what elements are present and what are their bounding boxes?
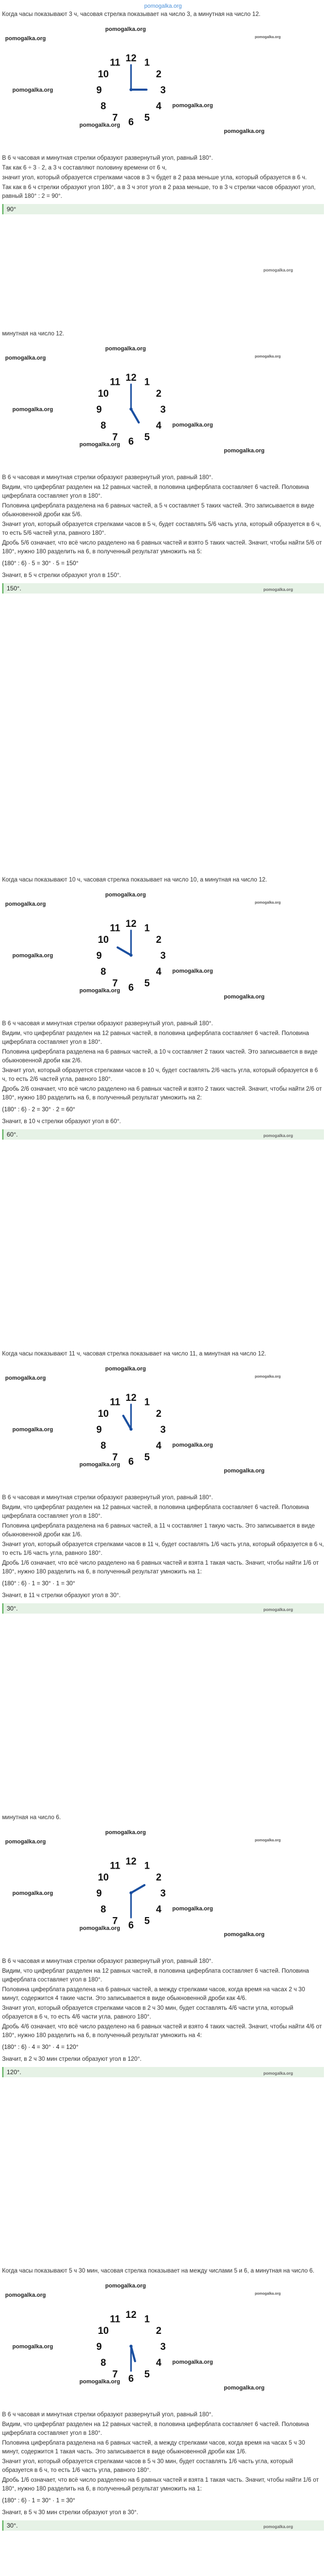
solution-paragraph: Видим, что циферблат разделен на 12 равных частей, в половина циферблата составляет 6 частей. Половина циферблата составляет угол в 180°. bbox=[2, 1968, 309, 1983]
calculation: (180° : 6) · 1 = 30° · 1 = 30° bbox=[2, 1581, 75, 1587]
answer-box: 90° bbox=[2, 204, 324, 214]
watermark-text: pomogalka.org bbox=[5, 36, 46, 42]
solution-paragraph: Так как в 6 ч стрелки образуют угол 180°, а в 3 ч этот угол в 2 раза меньше, то в 3 ч стрелки часов образуют угол, равный 180° : 2 = 90°. bbox=[2, 184, 316, 199]
solution-paragraph: Половина циферблата разделена на 6 равных частей, а между стрелками часов, когда время на часах 2 ч 30 минут, содержится 4 такие части. Это записывается в виде обыкновенной дроби как 4/6. bbox=[2, 1987, 305, 2002]
solution-paragraph: Значит угол, который образуется стрелками часов в 2 ч 30 мин, будет составлять 4/6 части угла, который образуется в 6 ч, то есть 4/6 части угла, равного 180°. bbox=[2, 2005, 294, 2020]
clock-number: 2 bbox=[156, 1409, 161, 1419]
watermark-text: pomogalka.org bbox=[172, 2359, 213, 2365]
watermark-text: pomogalka.org bbox=[105, 346, 146, 352]
task-section bbox=[2, 1350, 324, 1814]
task-intro: Когда часы показывают 10 ч, часовая стрелка показывает на число 10, а минутная на число 12. bbox=[2, 877, 267, 883]
watermark-text: pomogalka.org bbox=[79, 122, 120, 128]
clock-figure bbox=[2, 20, 326, 154]
clock-number: 12 bbox=[125, 1393, 137, 1403]
clock-number: 10 bbox=[97, 388, 109, 399]
watermark-text: pomogalka.org bbox=[12, 1890, 53, 1896]
clock-number: 5 bbox=[144, 1916, 150, 1927]
clock-number: 5 bbox=[144, 2369, 150, 2380]
clock-number: 8 bbox=[101, 2358, 106, 2368]
solution-paragraph: Половина циферблата разделена на 6 равных частей, а 11 ч составляет 1 такую часть. Это записывается в виде обыкновенной дроби как 1/6. bbox=[2, 1523, 315, 1538]
solution-paragraph: В 6 ч часовая и минутная стрелки образуют развернутый угол, равный 180°. bbox=[2, 2412, 213, 2418]
task-section bbox=[2, 330, 324, 876]
clock-number: 11 bbox=[109, 57, 121, 69]
clock-number: 11 bbox=[109, 1860, 121, 1872]
solution-paragraph: Значит угол, который образуется стрелками часов в 5 ч, будет составлять 5/6 часть угла, который образуется в 6 ч, то есть 5/6 частей угла, равного 180°. bbox=[2, 521, 321, 536]
watermark-text: pomogalka.org bbox=[172, 968, 213, 974]
clock-number: 7 bbox=[112, 2369, 118, 2380]
clock-number: 3 bbox=[160, 951, 166, 961]
watermark-text: pomogalka.org bbox=[263, 2524, 293, 2529]
clock-number: 10 bbox=[97, 2326, 109, 2336]
conclusion: Значит, в 2 ч 30 мин стрелки образуют угол в 120°. bbox=[2, 2056, 142, 2062]
task-section bbox=[2, 2267, 324, 2576]
conclusion: Значит, в 10 ч стрелки образуют угол в 60°. bbox=[2, 1118, 121, 1125]
watermark-text: pomogalka.org bbox=[5, 1375, 46, 1381]
watermark-text: pomogalka.org bbox=[172, 422, 213, 428]
answer-box: 30°. bbox=[2, 1603, 324, 1614]
clock-number: 6 bbox=[128, 1456, 134, 1467]
clock-number: 10 bbox=[97, 935, 109, 945]
task-section bbox=[2, 1814, 324, 2267]
clock-number: 6 bbox=[128, 982, 134, 993]
watermark-text: pomogalka.org bbox=[255, 36, 281, 39]
task-intro: Когда часы показывают 5 ч 30 мин, часовая стрелка показывает на между числами 5 и 6, а минутная на число 6. bbox=[2, 2268, 315, 2274]
watermark-text: pomogalka.org bbox=[224, 994, 265, 1000]
calculation: (180° : 6) · 5 = 30° · 5 = 150° bbox=[2, 561, 79, 567]
clock-number: 9 bbox=[96, 404, 102, 415]
solution-paragraph: Видим, что циферблат разделен на 12 равных частей, в половина циферблата составляет 6 частей. Половина циферблата составляет угол в 180°. bbox=[2, 2421, 309, 2436]
clock-number: 11 bbox=[109, 1397, 121, 1408]
clock-number: 10 bbox=[97, 1409, 109, 1419]
clock-number: 2 bbox=[156, 69, 161, 80]
task-intro: минутная на число 6. bbox=[2, 1815, 61, 1821]
solution-paragraph: Дробь 4/6 означает, что всё число разделено на 6 равных частей и взято 4 таких частей. Значит, чтобы найти 4/6 от 180°, нужно 180 разделить на 6, в полученный результат умножить на 4: bbox=[2, 2024, 322, 2039]
solution-paragraph: Видим, что циферблат разделен на 12 равных частей, в половина циферблата составляет 6 частей. Половина циферблата составляет угол в 180°. bbox=[2, 1504, 309, 1519]
watermark-text: pomogalka.org bbox=[79, 988, 120, 994]
clock-number: 9 bbox=[96, 2342, 102, 2352]
clock-center bbox=[129, 88, 133, 91]
clock-number: 1 bbox=[144, 377, 150, 388]
clock-number: 2 bbox=[156, 1872, 161, 1883]
clock-number: 6 bbox=[128, 436, 134, 447]
watermark-text: pomogalka.org bbox=[12, 953, 53, 959]
watermark-text: pomogalka.org bbox=[224, 1468, 265, 1474]
watermark-text: pomogalka.org bbox=[12, 1427, 53, 1433]
clock-number: 1 bbox=[144, 2314, 150, 2325]
clock-number: 6 bbox=[128, 1920, 134, 1931]
solution-paragraph: В 6 ч часовая и минутная стрелки образуют развернутый угол, равный 180°. bbox=[2, 1021, 213, 1027]
site-logo-link[interactable]: pomogalka.org bbox=[144, 3, 182, 9]
clock-number: 5 bbox=[144, 978, 150, 989]
watermark-text: pomogalka.org bbox=[263, 1607, 293, 1612]
clock-number: 4 bbox=[156, 1904, 161, 1915]
calculation: (180° : 6) · 1 = 30° · 1 = 30° bbox=[2, 2498, 75, 2504]
clock-number: 8 bbox=[101, 967, 106, 977]
watermark-text: pomogalka.org bbox=[5, 901, 46, 907]
watermark-text: pomogalka.org bbox=[105, 1366, 146, 1372]
watermark-text: pomogalka.org bbox=[255, 1839, 281, 1842]
solution-paragraph: Значит угол, который образуется стрелками часов в 11 ч, будет составлять 1/6 часть угла, который образуется в 6 ч, то есть 1/6 часть угла, равного 180°. bbox=[2, 1541, 324, 1556]
solution-paragraph: Так как 6 ÷ 3 · 2, а 3 ч составляют половину времени от 6 ч, bbox=[2, 165, 167, 171]
watermark-text: pomogalka.org bbox=[224, 1931, 265, 1938]
clock-number: 7 bbox=[112, 1452, 118, 1463]
clock-number: 3 bbox=[160, 404, 166, 415]
clock-center bbox=[129, 1428, 133, 1431]
watermark-text: pomogalka.org bbox=[12, 406, 53, 413]
watermark-text: pomogalka.org bbox=[255, 1375, 281, 1379]
clock-center bbox=[129, 2345, 133, 2348]
conclusion: Значит, в 11 ч стрелки образуют угол в 30°. bbox=[2, 1592, 121, 1599]
clock-number: 9 bbox=[96, 951, 102, 961]
conclusion: Значит, в 5 ч 30 мин стрелки образуют угол в 30°. bbox=[2, 2510, 138, 2516]
solution-paragraph: Дробь 1/6 означает, что всё число разделено на 6 равных частей и взята 1 такая часть. Значит, чтобы найти 1/6 от 180°, нужно 180 разделить на 6, в полученный результат умножить на 1: bbox=[2, 2477, 319, 2492]
clock-number: 1 bbox=[144, 1860, 150, 1872]
solution-paragraph: значит угол, который образуется стрелками часов в 3 ч будет в 2 раза меньше угла, который образуется в 6 ч. bbox=[2, 175, 307, 181]
solution-paragraph: В 6 ч часовая и минутная стрелки образуют развернутый угол, равный 180°. bbox=[2, 474, 213, 481]
clock-number: 3 bbox=[160, 2342, 166, 2352]
clock-number: 1 bbox=[144, 57, 150, 69]
watermark-text: pomogalka.org bbox=[105, 26, 146, 32]
answer-box: 60°. bbox=[2, 1129, 324, 1140]
clock-number: 4 bbox=[156, 420, 161, 431]
solution-paragraph: Значит угол, который образуется стрелками часов в 10 ч, будет составлять 2/6 часть угла, который образуется в 6 ч, то есть 2/6 частей угла, равного 180°. bbox=[2, 1067, 318, 1082]
solution-paragraph: Видим, что циферблат разделен на 12 равных частей, в половина циферблата составляет 6 частей. Половина циферблата составляет угол в 180°. bbox=[2, 484, 309, 499]
watermark-text: pomogalka.org bbox=[105, 2283, 146, 2289]
watermark-text: pomogalka.org bbox=[263, 268, 293, 273]
watermark-text: pomogalka.org bbox=[224, 128, 265, 134]
clock-number: 5 bbox=[144, 112, 150, 124]
answer-box: 150°. bbox=[2, 583, 324, 594]
clock-figure bbox=[2, 2277, 326, 2411]
solution-paragraph: Половина циферблата разделена на 6 равных частей, а между стрелками часов, когда время на часах 5 ч 30 минут, содержится 1 такая часть. Это записывается в виде обыкновенной дроби как 1/6. bbox=[2, 2440, 305, 2455]
clock-number: 12 bbox=[125, 53, 137, 64]
clock-number: 4 bbox=[156, 2358, 161, 2368]
calculation: (180° : 6) · 4 = 30° · 4 = 120° bbox=[2, 2044, 79, 2050]
clock-number: 10 bbox=[97, 69, 109, 80]
clock-number: 9 bbox=[96, 1425, 102, 1435]
solution-paragraph: Дробь 2/6 означает, что всё число разделено на 6 равных частей и взято 2 таких частей. Значит, чтобы найти 2/6 от 180°, нужно 180 разделить на 6, в полученный результат умножить на 2: bbox=[2, 1086, 322, 1101]
clock-number: 11 bbox=[109, 377, 121, 388]
clock-number: 2 bbox=[156, 2326, 161, 2336]
clock-number: 11 bbox=[109, 2314, 121, 2325]
watermark-text: pomogalka.org bbox=[79, 2379, 120, 2385]
solution-paragraph: В 6 ч часовая и минутная стрелки образуют развернутый угол, равный 180°. bbox=[2, 155, 213, 161]
clock-figure bbox=[2, 1823, 326, 1957]
clock-number: 7 bbox=[112, 978, 118, 989]
solution-paragraph: В 6 ч часовая и минутная стрелки образуют развернутый угол, равный 180°. bbox=[2, 1958, 213, 1964]
conclusion: Значит, в 5 ч стрелки образуют угол в 150°. bbox=[2, 572, 121, 579]
clock-number: 1 bbox=[144, 1397, 150, 1408]
task-section bbox=[2, 876, 324, 1350]
clock-number: 4 bbox=[156, 1440, 161, 1451]
watermark-text: pomogalka.org bbox=[172, 1442, 213, 1448]
clock-number: 10 bbox=[97, 1872, 109, 1883]
watermark-text: pomogalka.org bbox=[255, 901, 281, 905]
watermark-text: pomogalka.org bbox=[79, 442, 120, 448]
clock-number: 5 bbox=[144, 432, 150, 443]
hour-hand bbox=[131, 409, 139, 422]
clock-number: 4 bbox=[156, 101, 161, 112]
watermark-text: pomogalka.org bbox=[105, 1829, 146, 1836]
hour-hand bbox=[131, 1885, 144, 1893]
clock-number: 5 bbox=[144, 1452, 150, 1463]
clock-number: 8 bbox=[101, 1440, 106, 1451]
solution-paragraph: В 6 ч часовая и минутная стрелки образуют развернутый угол, равный 180°. bbox=[2, 1495, 213, 1501]
watermark-text: pomogalka.org bbox=[255, 355, 281, 359]
clock-number: 7 bbox=[112, 1916, 118, 1927]
clock-number: 12 bbox=[125, 919, 137, 929]
task-intro: минутная на число 12. bbox=[2, 331, 64, 337]
clock-figure bbox=[2, 886, 326, 1020]
watermark-text: pomogalka.org bbox=[79, 1925, 120, 1931]
clock-number: 6 bbox=[128, 2374, 134, 2384]
clock-number: 6 bbox=[128, 117, 134, 128]
watermark-text: pomogalka.org bbox=[224, 2385, 265, 2391]
task-intro: Когда часы показывают 3 ч, часовая стрелка показывает на число 3, а минутная на число 12. bbox=[2, 11, 260, 18]
clock-number: 9 bbox=[96, 85, 102, 96]
clock-figure bbox=[2, 340, 326, 473]
solution-paragraph: Половина циферблата разделена на 6 равных частей, а 5 ч составляет 5 таких частей. Это записывается в виде обыкновенной дроби как 5/6. bbox=[2, 503, 315, 518]
clock-number: 12 bbox=[125, 2310, 137, 2320]
clock-number: 7 bbox=[112, 432, 118, 443]
solution-paragraph: Значит угол, который образуется стрелками часов в 5 ч 30 мин, будет составлять 1/6 часть угла, который образуется в 6 ч, то есть 1/6 часть угла, равного 180°. bbox=[2, 2459, 294, 2473]
clock-number: 3 bbox=[160, 1425, 166, 1435]
clock-number: 7 bbox=[112, 112, 118, 124]
watermark-text: pomogalka.org bbox=[263, 2071, 293, 2076]
calculation: (180° : 6) · 2 = 30° · 2 = 60° bbox=[2, 1107, 75, 1113]
clock-number: 8 bbox=[101, 1904, 106, 1915]
answer-box: 30°. bbox=[2, 2520, 324, 2531]
watermark-text: pomogalka.org bbox=[12, 2344, 53, 2350]
clock-number: 3 bbox=[160, 85, 166, 96]
watermark-text: pomogalka.org bbox=[5, 2292, 46, 2298]
clock-number: 11 bbox=[109, 923, 121, 934]
task-section bbox=[2, 10, 324, 330]
clock-number: 1 bbox=[144, 923, 150, 934]
watermark-text: pomogalka.org bbox=[5, 355, 46, 361]
watermark-text: pomogalka.org bbox=[79, 1462, 120, 1468]
watermark-text: pomogalka.org bbox=[172, 1906, 213, 1912]
solution-paragraph: Половина циферблата разделена на 6 равных частей, а 10 ч составляет 2 таких частей. Это записывается в виде обыкновенной дроби как 2/6. bbox=[2, 1049, 318, 1064]
watermark-text: pomogalka.org bbox=[224, 448, 265, 454]
watermark-text: pomogalka.org bbox=[263, 1133, 293, 1138]
clock-center bbox=[129, 1891, 133, 1894]
hour-hand bbox=[118, 947, 131, 955]
site-header bbox=[0, 0, 326, 10]
solution-paragraph: Дробь 5/6 означает, что всё число разделено на 6 равных частей и взято 5 таких частей. Значит, чтобы найти 5/6 от 180°, нужно 180 разделить на 6, в полученный результат умножить на 5: bbox=[2, 540, 322, 555]
clock-figure bbox=[2, 1360, 326, 1494]
watermark-text: pomogalka.org bbox=[263, 587, 293, 592]
solution-paragraph: Дробь 1/6 означает, что всё число разделено на 6 равных частей и взята 1 такая часть. Значит, чтобы найти 1/6 от 180°, нужно 180 разделить на 6, в полученный результат умножить на 1: bbox=[2, 1560, 319, 1575]
clock-number: 12 bbox=[125, 1856, 137, 1867]
answer-box: 120°. bbox=[2, 2067, 324, 2077]
clock-number: 3 bbox=[160, 1888, 166, 1899]
clock-center bbox=[129, 408, 133, 411]
watermark-text: pomogalka.org bbox=[105, 892, 146, 898]
watermark-text: pomogalka.org bbox=[5, 1839, 46, 1845]
clock-number: 2 bbox=[156, 935, 161, 945]
clock-number: 12 bbox=[125, 372, 137, 383]
task-intro: Когда часы показывают 11 ч, часовая стрелка показывает на число 11, а минутная на число 12. bbox=[2, 1351, 266, 1357]
clock-number: 2 bbox=[156, 388, 161, 399]
watermark-text: pomogalka.org bbox=[255, 2292, 281, 2296]
hour-hand bbox=[123, 1416, 131, 1429]
clock-center bbox=[129, 954, 133, 957]
clock-number: 4 bbox=[156, 967, 161, 977]
clock-number: 9 bbox=[96, 1888, 102, 1899]
watermark-text: pomogalka.org bbox=[12, 87, 53, 93]
solution-paragraph: Видим, что циферблат разделен на 12 равных частей, в половина циферблата составляет 6 частей. Половина циферблата составляет угол в 180°. bbox=[2, 1030, 309, 1045]
clock-number: 8 bbox=[101, 101, 106, 112]
clock-number: 8 bbox=[101, 420, 106, 431]
page-content bbox=[0, 10, 326, 2576]
watermark-text: pomogalka.org bbox=[172, 103, 213, 109]
